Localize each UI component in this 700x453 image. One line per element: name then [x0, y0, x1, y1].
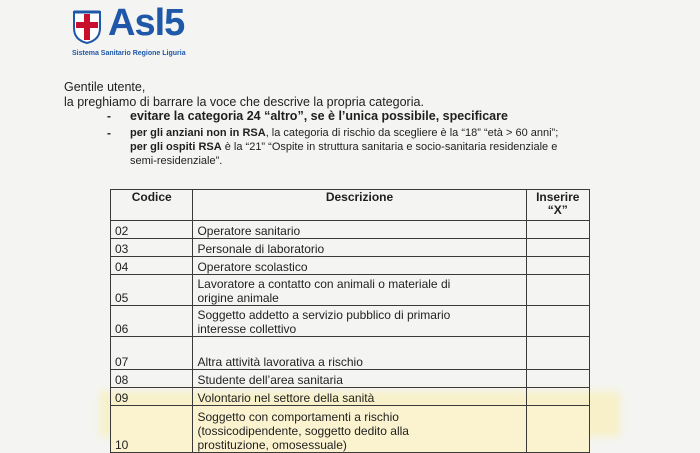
row-description-line-3: prostituzione, omosessuale) — [197, 438, 347, 452]
table-row — [111, 221, 590, 239]
row-description: Operatore sanitario — [193, 221, 526, 239]
table-row — [111, 275, 590, 306]
row-code: 08 — [111, 370, 193, 388]
bullet-2-text-a: , la categoria di rischio da scegliere è la “18” “età > 60 anni”; — [265, 127, 559, 139]
bullet-2-text-b: è la “21” “Ospite in struttura sanitaria e socio-sanitaria residenziale e — [221, 141, 558, 153]
row-description-line-1: Soggetto con comportamenti a rischio — [197, 410, 399, 424]
header-description: Descrizione — [193, 190, 526, 221]
row-code: 06 — [111, 306, 193, 337]
row-description-line-2: interesse collettivo — [197, 322, 297, 336]
row-code: 10 — [111, 406, 193, 453]
row-insert-cell[interactable] — [526, 370, 589, 388]
row-description: Altra attività lavorativa a rischio — [193, 337, 526, 370]
row-insert-cell[interactable] — [526, 221, 589, 239]
row-description-line-1: Soggetto addetto a servizio pubblico di primario — [197, 308, 451, 322]
table-row — [111, 239, 590, 257]
table-row-highlighted — [111, 406, 590, 453]
header-insert — [526, 190, 589, 221]
row-description: Personale di laboratorio — [193, 239, 526, 257]
row-code: 09 — [111, 388, 193, 406]
row-insert-cell[interactable] — [526, 306, 589, 337]
row-description — [193, 306, 526, 337]
row-description — [193, 406, 526, 453]
row-description: Studente dell’area sanitaria — [193, 370, 526, 388]
logo-subtitle: Sistema Sanitario Regione Liguria — [72, 50, 186, 57]
row-insert-cell[interactable] — [526, 406, 589, 453]
logo-wordmark: Asl5 — [108, 2, 185, 44]
row-insert-cell[interactable] — [526, 388, 589, 406]
row-description: Volontario nel settore della sanità — [193, 388, 526, 406]
row-description-line-2: (tossicodipendente, soggetto dedito alla — [197, 424, 409, 438]
header-code: Codice — [111, 190, 193, 221]
row-code: 05 — [111, 275, 193, 306]
bullet-dash-2: - — [107, 126, 111, 140]
row-insert-cell[interactable] — [526, 257, 589, 275]
bullet-2-bold-a: per gli anziani non in RSA — [130, 127, 266, 139]
bullet-2-line-1 — [130, 127, 558, 140]
row-code: 02 — [111, 221, 193, 239]
row-description — [193, 275, 526, 306]
row-code: 07 — [111, 337, 193, 370]
liguria-shield-icon — [72, 10, 102, 44]
table-row — [111, 370, 590, 388]
bullet-1-text: evitare la categoria 24 “altro”, se è l’unica possibile, specificare — [130, 109, 508, 123]
greeting: Gentile utente, — [64, 80, 146, 94]
bullet-2-bold-b: per gli ospiti RSA — [130, 141, 222, 153]
table-row — [111, 388, 590, 406]
row-code: 04 — [111, 257, 193, 275]
row-insert-cell[interactable] — [526, 337, 589, 370]
row-description-line-1: Lavoratore a contatto con animali o materiale di — [197, 277, 451, 291]
table-row — [111, 257, 590, 275]
bullet-2-line-2 — [130, 141, 557, 154]
header-insert-line-1: Inserire — [536, 190, 580, 204]
header-insert-line-2: “X” — [547, 203, 568, 217]
bullet-dash-1: - — [107, 109, 111, 123]
row-description: Operatore scolastico — [193, 257, 526, 275]
table-row — [111, 337, 590, 370]
row-description-line-2: origine animale — [197, 291, 279, 305]
row-insert-cell[interactable] — [526, 239, 589, 257]
bullet-2-line-3: semi-residenziale”. — [130, 155, 223, 167]
category-table — [110, 189, 590, 453]
row-insert-cell[interactable] — [526, 275, 589, 306]
request-text: la preghiamo di barrare la voce che descrive la propria categoria. — [64, 95, 424, 109]
row-code: 03 — [111, 239, 193, 257]
table-row — [111, 306, 590, 337]
asl5-logo — [72, 2, 212, 58]
